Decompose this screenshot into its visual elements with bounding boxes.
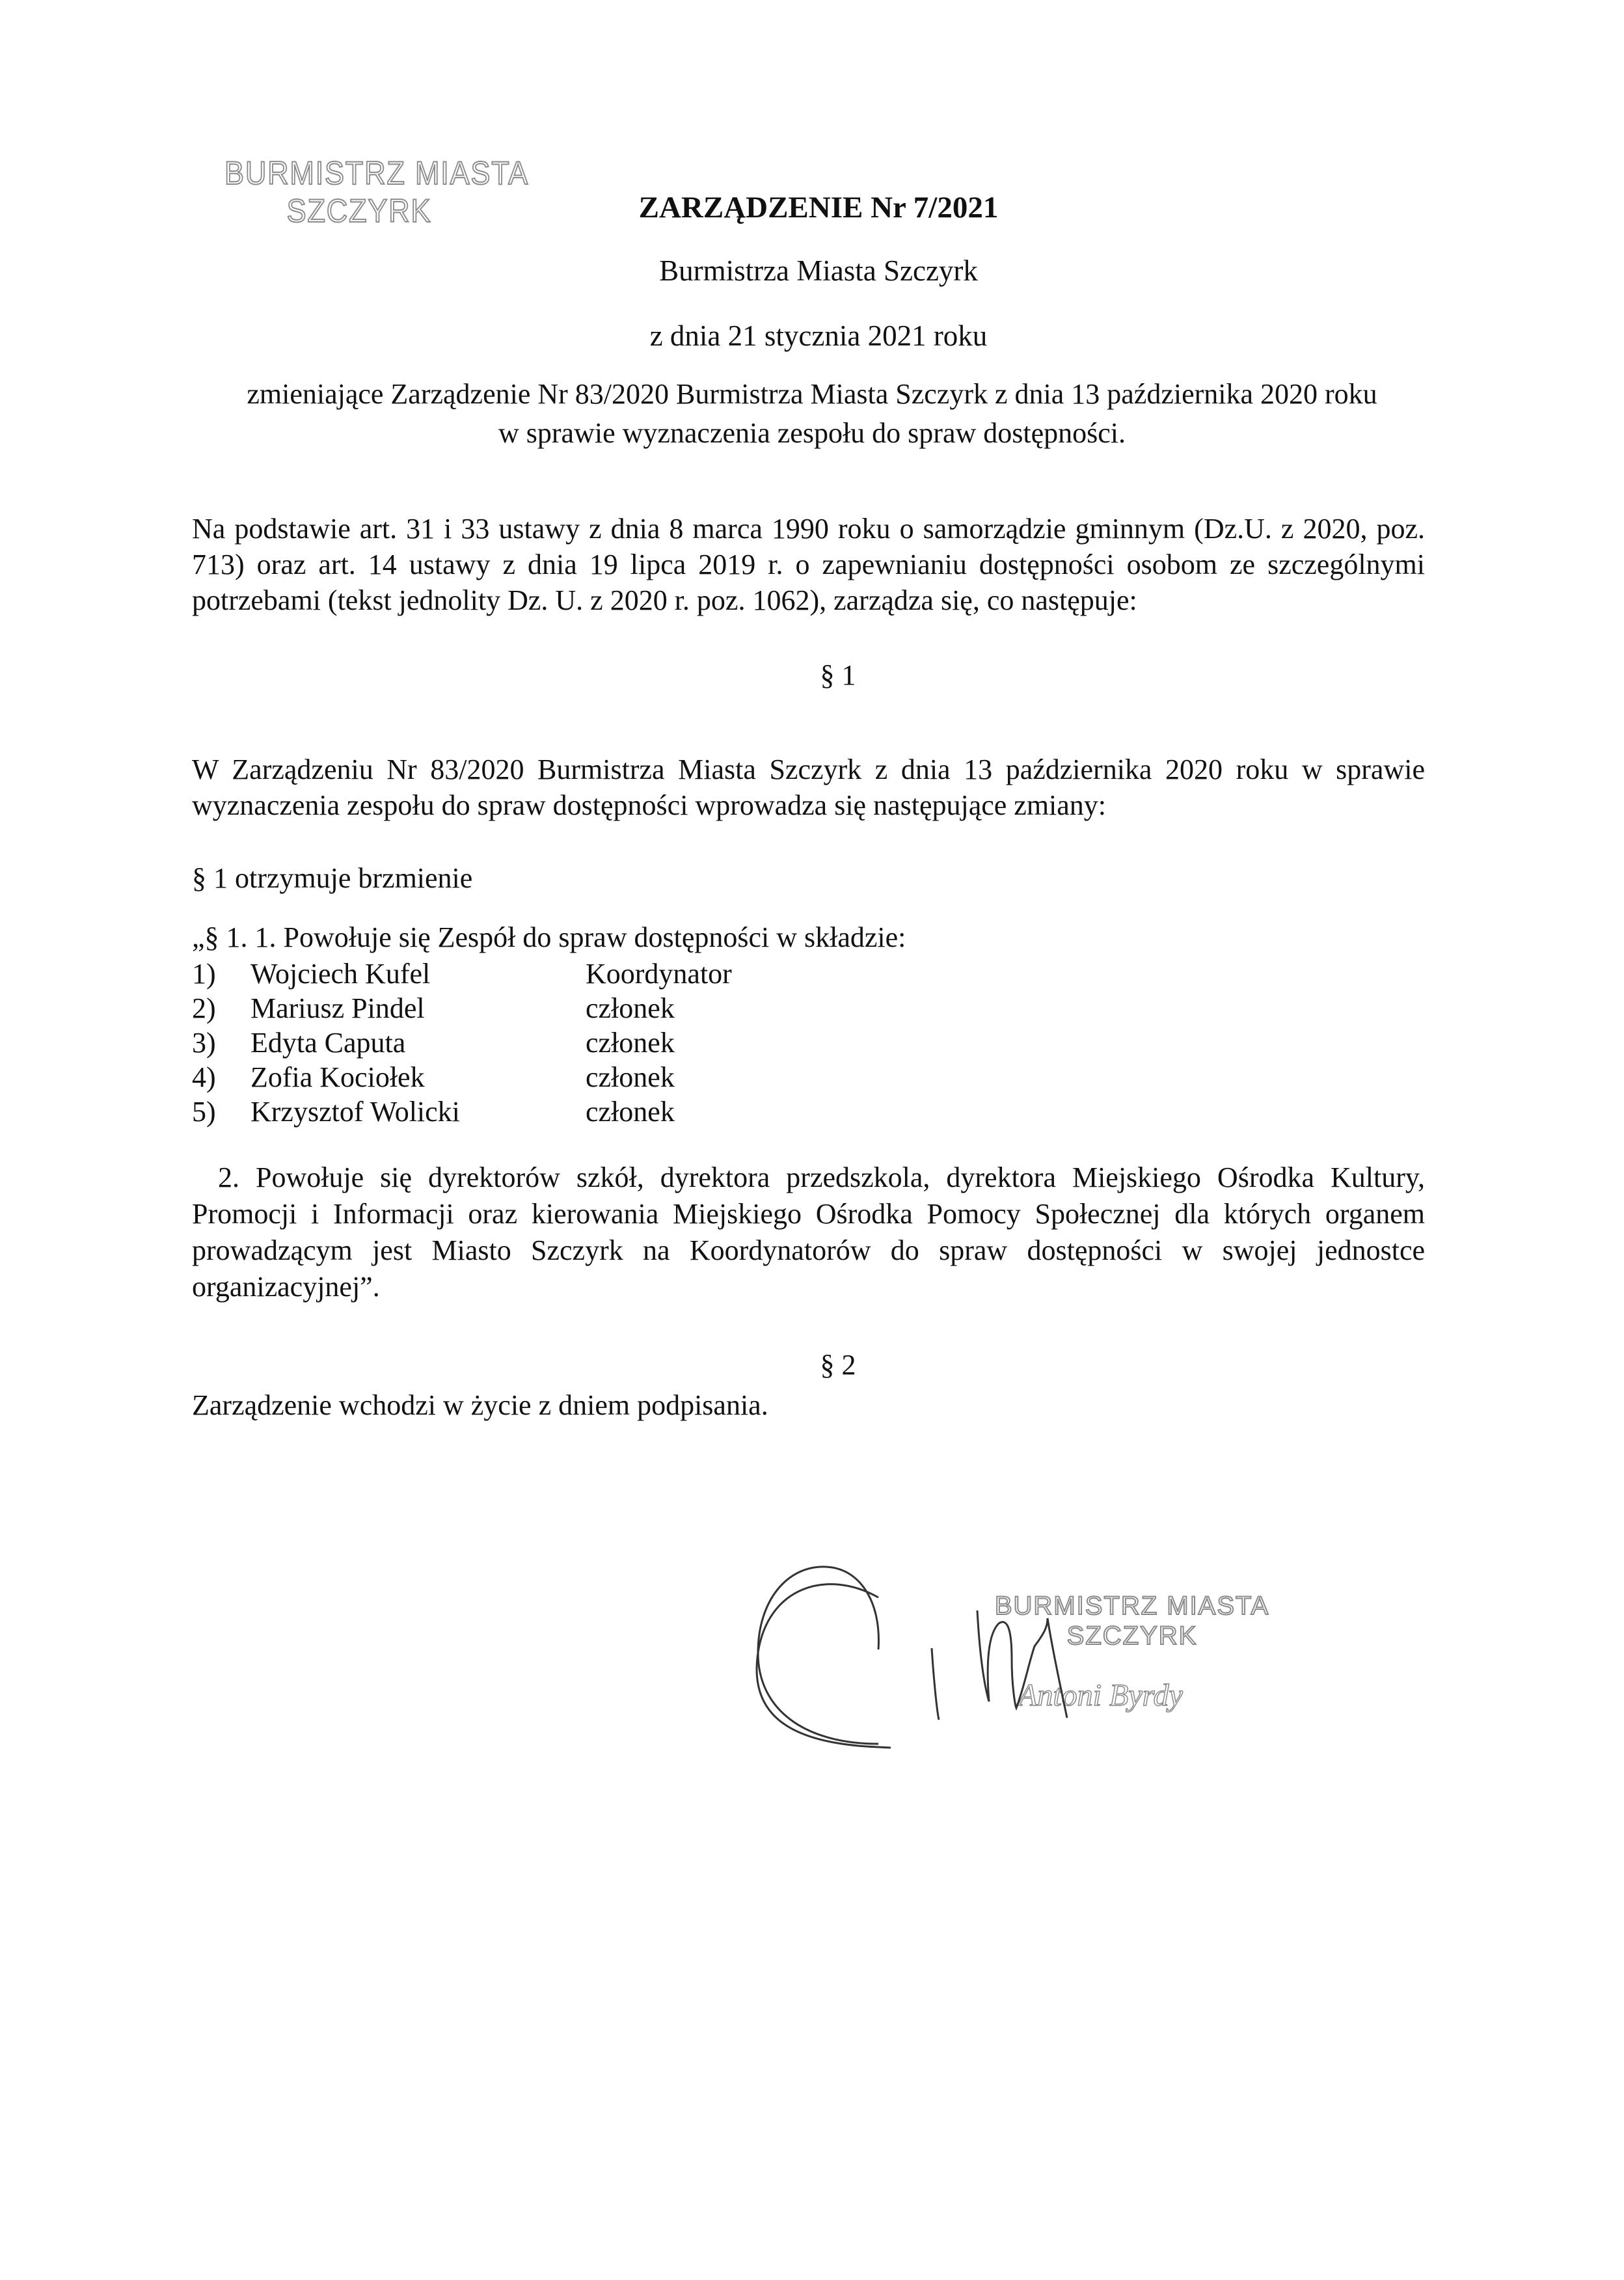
signature-stamp-line-1: BURMISTRZ MIASTA — [994, 1592, 1270, 1620]
section-2-heading: § 2 — [820, 1349, 856, 1381]
member-role: Koordynator — [586, 958, 732, 990]
member-name: Edyta Caputa — [250, 1027, 406, 1059]
list-item — [192, 1094, 732, 1129]
member-role: członek — [586, 1061, 675, 1093]
list-item — [192, 1060, 732, 1094]
signature-loop-stroke — [757, 1584, 890, 1748]
member-name: Zofia Kociołek — [250, 1061, 425, 1093]
member-number: 2) — [192, 992, 216, 1024]
member-name: Wojciech Kufel — [250, 958, 431, 990]
member-number: 1) — [192, 958, 216, 990]
document-title: ZARZĄDZENIE Nr 7/2021 — [638, 191, 999, 224]
member-role: członek — [586, 992, 675, 1024]
section-1-point-2: 2. Powołuje się dyrektorów szkół, dyrektora przedszkola, dyrektora Miejskiego Ośrodka Kultury, Promocji i Informacji oraz kierowania Miejskiego Ośrodka Pomocy Społecznej dla których organem prowadzącym jest Miasto Szczyrk na Koordynatorów do spraw dostępności w swojej jednostce organizacyjnej”. — [192, 1161, 1425, 1303]
member-number: 5) — [192, 1096, 216, 1128]
team-heading: „§ 1. 1. Powołuje się Zespół do spraw dostępności w składzie: — [192, 921, 906, 953]
signature-stamp-name: Antoni Byrdy — [1018, 1678, 1183, 1713]
member-role: członek — [586, 1027, 675, 1059]
date-line: z dnia 21 stycznia 2021 roku — [649, 319, 988, 352]
subject-line-2: w sprawie wyznaczenia zespołu do spraw dostępności. — [498, 417, 1126, 449]
signature-stroke-1 — [932, 1648, 939, 1720]
list-item — [192, 957, 732, 991]
member-name: Krzysztof Wolicki — [250, 1096, 460, 1128]
subject-line-1: zmieniające Zarządzenie Nr 83/2020 Burmistrza Miasta Szczyrk z dnia 13 października 2020 roku — [247, 378, 1377, 410]
signature-stamp-line-2: SZCZYRK — [1066, 1622, 1198, 1650]
member-number: 3) — [192, 1027, 216, 1059]
issuer-line: Burmistrza Miasta Szczyrk — [659, 254, 978, 287]
member-role: członek — [586, 1096, 675, 1128]
section-2-text: Zarządzenie wchodzi w życie z dniem podpisania. — [192, 1389, 768, 1421]
signature-stroke-2 — [977, 1610, 1067, 1718]
handwritten-signature — [748, 1562, 1334, 1835]
member-name: Mariusz Pindel — [250, 992, 425, 1024]
section-1-heading: § 1 — [820, 659, 856, 691]
list-item — [192, 1025, 732, 1060]
stamp-line-2: SZCZYRK — [286, 192, 432, 229]
list-item — [192, 991, 732, 1025]
stamp-line-1: BURMISTRZ MIASTA — [224, 155, 529, 191]
section-1-change: § 1 otrzymuje brzmienie — [192, 862, 473, 894]
team-member-list — [192, 957, 732, 1129]
preamble-paragraph: Na podstawie art. 31 i 33 ustawy z dnia 8 marca 1990 roku o samorządzie gminnym (Dz.U. z 2020, poz. 713) oraz art. 14 ustawy z dnia 19 lipca 2019 r. o zapewnianiu dostępności osobom ze szczególnymi potrzebami (tekst jednolity Dz. U. z 2020 r. poz. 1062), zarządza się, co następuje: — [192, 513, 1425, 616]
section-1-intro: W Zarządzeniu Nr 83/2020 Burmistrza Miasta Szczyrk z dnia 13 października 2020 roku w sprawie wyznaczenia zespołu do spraw dostępności wprowadza się następujące zmiany: — [192, 753, 1425, 821]
member-number: 4) — [192, 1061, 216, 1093]
